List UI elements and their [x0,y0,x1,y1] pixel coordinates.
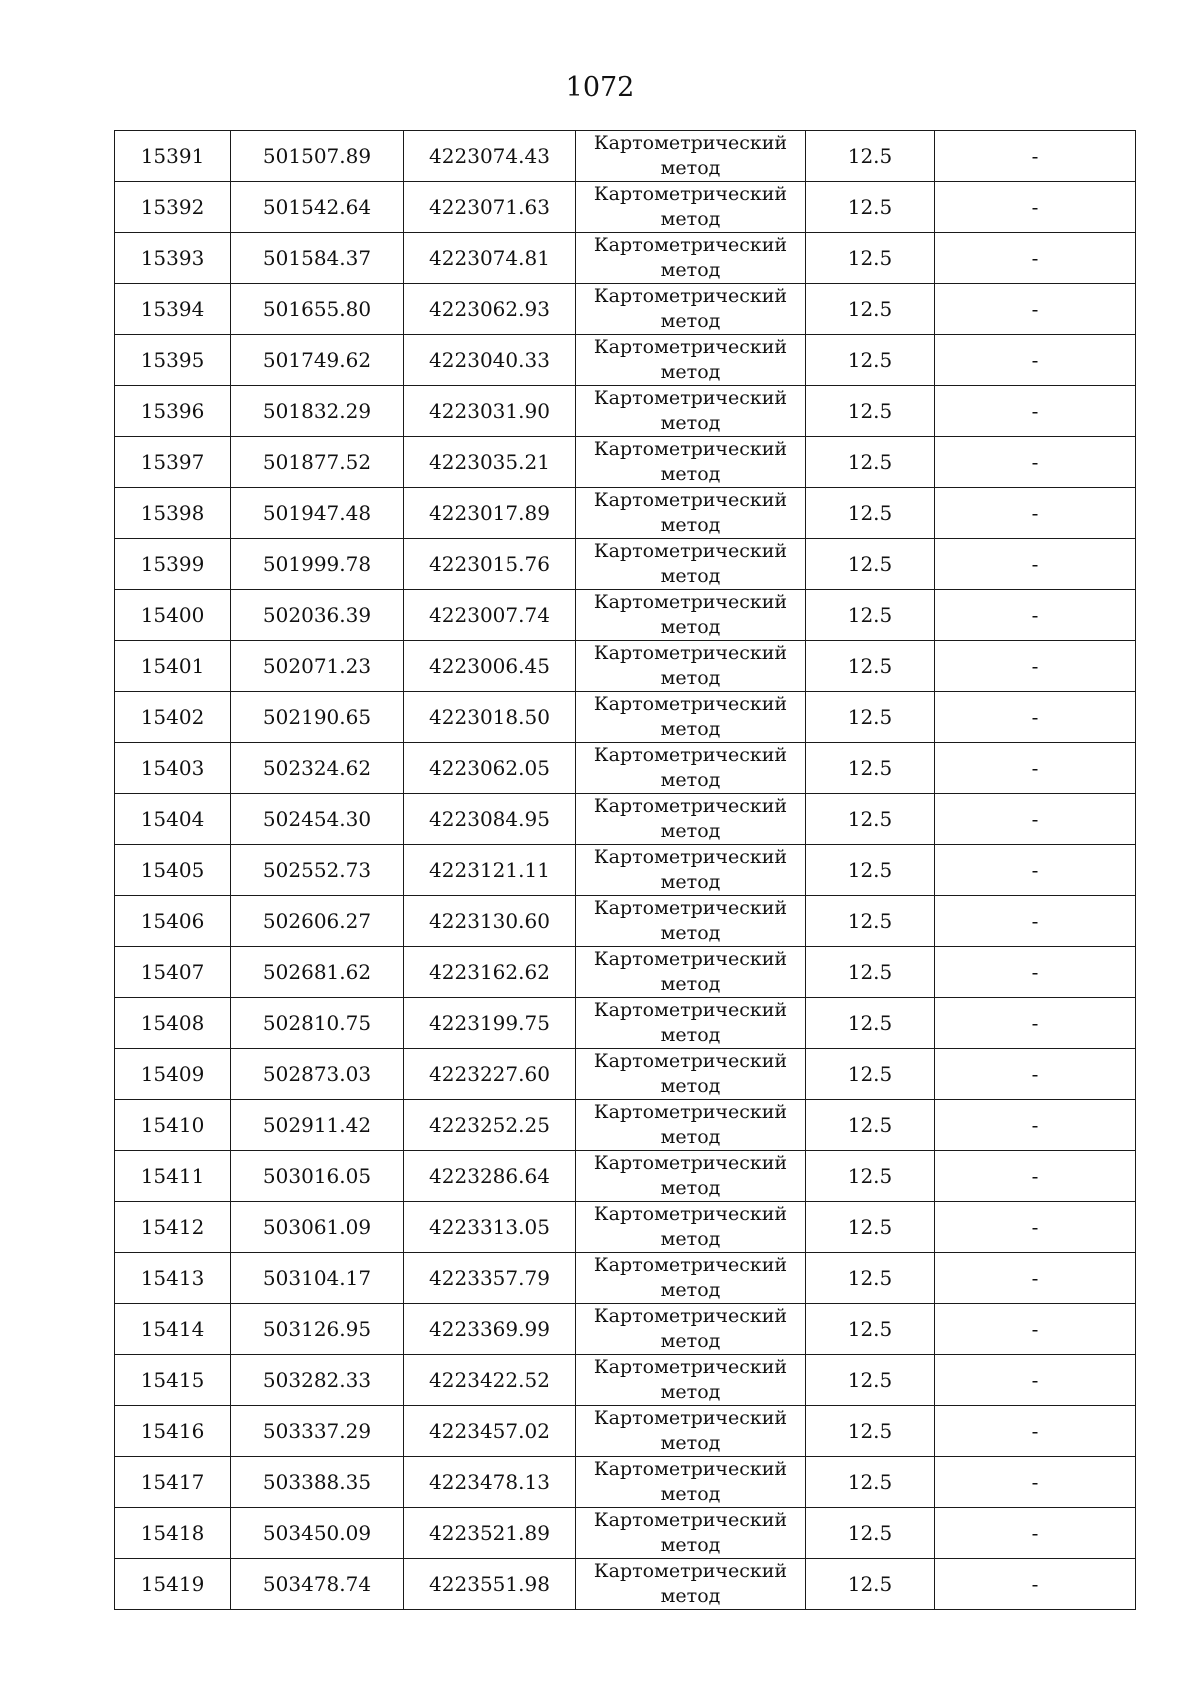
description-cell: - [935,1355,1136,1406]
y-coordinate-cell: 4223369.99 [404,1304,576,1355]
method-line-1: Картометрический [593,183,788,205]
method-cell [576,1304,806,1355]
x-coordinate-cell: 501542.64 [231,182,404,233]
table-row [115,1559,1136,1610]
description-cell: - [935,539,1136,590]
method-line-2: метод [660,514,721,536]
method-cell [576,284,806,335]
method-cell [576,794,806,845]
point-number-cell: 15414 [115,1304,231,1355]
accuracy-cell: 12.5 [806,1355,935,1406]
description-cell: - [935,1049,1136,1100]
table-row [115,1406,1136,1457]
point-number-cell: 15403 [115,743,231,794]
x-coordinate-cell: 502606.27 [231,896,404,947]
point-number-cell: 15402 [115,692,231,743]
method-line-1: Картометрический [593,336,788,358]
accuracy-cell: 12.5 [806,692,935,743]
table-row [115,284,1136,335]
accuracy-cell: 12.5 [806,590,935,641]
method-line-2: метод [660,871,721,893]
method-line-2: метод [660,922,721,944]
table-row [115,1355,1136,1406]
table-row [115,437,1136,488]
method-line-2: метод [660,616,721,638]
y-coordinate-cell: 4223227.60 [404,1049,576,1100]
point-number-cell: 15412 [115,1202,231,1253]
method-line-1: Картометрический [593,999,788,1021]
x-coordinate-cell: 502190.65 [231,692,404,743]
table-row [115,1100,1136,1151]
method-line-1: Картометрический [593,387,788,409]
table-row [115,131,1136,182]
table-row [115,896,1136,947]
description-cell: - [935,998,1136,1049]
method-line-2: метод [660,820,721,842]
x-coordinate-cell: 501877.52 [231,437,404,488]
x-coordinate-cell: 503016.05 [231,1151,404,1202]
method-line-2: метод [660,1024,721,1046]
method-line-2: метод [660,667,721,689]
description-cell: - [935,743,1136,794]
accuracy-cell: 12.5 [806,335,935,386]
table-row [115,692,1136,743]
table-row [115,1508,1136,1559]
method-line-1: Картометрический [593,1509,788,1531]
method-line-1: Картометрический [593,1101,788,1123]
accuracy-cell: 12.5 [806,1559,935,1610]
y-coordinate-cell: 4223551.98 [404,1559,576,1610]
x-coordinate-cell: 501507.89 [231,131,404,182]
method-cell [576,692,806,743]
method-cell [576,590,806,641]
method-cell [576,947,806,998]
description-cell: - [935,845,1136,896]
accuracy-cell: 12.5 [806,1457,935,1508]
method-line-2: метод [660,208,721,230]
x-coordinate-cell: 502036.39 [231,590,404,641]
description-cell: - [935,233,1136,284]
page-number: 1072 [565,72,635,103]
method-line-2: метод [660,565,721,587]
point-number-cell: 15418 [115,1508,231,1559]
table-row [115,743,1136,794]
accuracy-cell: 12.5 [806,1508,935,1559]
method-cell [576,1457,806,1508]
method-line-1: Картометрический [593,1407,788,1429]
y-coordinate-cell: 4223252.25 [404,1100,576,1151]
method-line-2: метод [660,1330,721,1352]
table-row [115,488,1136,539]
table-row [115,794,1136,845]
x-coordinate-cell: 502810.75 [231,998,404,1049]
method-line-2: метод [660,1483,721,1505]
y-coordinate-cell: 4223084.95 [404,794,576,845]
point-number-cell: 15406 [115,896,231,947]
accuracy-cell: 12.5 [806,1151,935,1202]
y-coordinate-cell: 4223121.11 [404,845,576,896]
accuracy-cell: 12.5 [806,1253,935,1304]
accuracy-cell: 12.5 [806,998,935,1049]
description-cell: - [935,1100,1136,1151]
method-cell [576,641,806,692]
description-cell: - [935,488,1136,539]
point-number-cell: 15401 [115,641,231,692]
point-number-cell: 15411 [115,1151,231,1202]
x-coordinate-cell: 502071.23 [231,641,404,692]
table-row [115,590,1136,641]
accuracy-cell: 12.5 [806,488,935,539]
method-cell [576,1049,806,1100]
method-cell [576,998,806,1049]
point-number-cell: 15392 [115,182,231,233]
description-cell: - [935,1508,1136,1559]
coordinates-table-body [115,131,1136,1610]
table-row [115,845,1136,896]
table-row [115,1202,1136,1253]
point-number-cell: 15400 [115,590,231,641]
description-cell: - [935,947,1136,998]
description-cell: - [935,1253,1136,1304]
y-coordinate-cell: 4223478.13 [404,1457,576,1508]
method-cell [576,437,806,488]
method-line-1: Картометрический [593,591,788,613]
method-cell [576,743,806,794]
description-cell: - [935,590,1136,641]
method-line-1: Картометрический [593,693,788,715]
method-line-2: метод [660,1126,721,1148]
accuracy-cell: 12.5 [806,539,935,590]
method-line-2: метод [660,769,721,791]
x-coordinate-cell: 501832.29 [231,386,404,437]
point-number-cell: 15416 [115,1406,231,1457]
point-number-cell: 15409 [115,1049,231,1100]
accuracy-cell: 12.5 [806,896,935,947]
point-number-cell: 15399 [115,539,231,590]
method-cell [576,182,806,233]
description-cell: - [935,1304,1136,1355]
table-row [115,947,1136,998]
table-row [115,1457,1136,1508]
method-cell [576,1202,806,1253]
point-number-cell: 15396 [115,386,231,437]
table-row [115,233,1136,284]
point-number-cell: 15398 [115,488,231,539]
y-coordinate-cell: 4223017.89 [404,488,576,539]
description-cell: - [935,1151,1136,1202]
method-line-2: метод [660,1177,721,1199]
description-cell: - [935,386,1136,437]
method-cell [576,896,806,947]
accuracy-cell: 12.5 [806,1304,935,1355]
description-cell: - [935,1559,1136,1610]
method-cell [576,1100,806,1151]
method-line-1: Картометрический [593,1050,788,1072]
y-coordinate-cell: 4223074.43 [404,131,576,182]
y-coordinate-cell: 4223035.21 [404,437,576,488]
method-line-1: Картометрический [593,948,788,970]
accuracy-cell: 12.5 [806,947,935,998]
description-cell: - [935,437,1136,488]
method-cell [576,1406,806,1457]
table-row [115,1304,1136,1355]
point-number-cell: 15415 [115,1355,231,1406]
description-cell: - [935,284,1136,335]
x-coordinate-cell: 501749.62 [231,335,404,386]
y-coordinate-cell: 4223313.05 [404,1202,576,1253]
method-line-2: метод [660,1432,721,1454]
point-number-cell: 15405 [115,845,231,896]
y-coordinate-cell: 4223071.63 [404,182,576,233]
y-coordinate-cell: 4223457.02 [404,1406,576,1457]
method-line-2: метод [660,463,721,485]
method-cell [576,1355,806,1406]
point-number-cell: 15404 [115,794,231,845]
point-number-cell: 15413 [115,1253,231,1304]
y-coordinate-cell: 4223031.90 [404,386,576,437]
description-cell: - [935,131,1136,182]
method-cell [576,335,806,386]
method-line-2: метод [660,973,721,995]
coordinates-table [114,130,1136,1610]
point-number-cell: 15417 [115,1457,231,1508]
description-cell: - [935,1202,1136,1253]
y-coordinate-cell: 4223074.81 [404,233,576,284]
method-line-1: Картометрический [593,1203,788,1225]
description-cell: - [935,335,1136,386]
method-line-1: Картометрический [593,1356,788,1378]
method-cell [576,539,806,590]
description-cell: - [935,896,1136,947]
table-row [115,1049,1136,1100]
description-cell: - [935,182,1136,233]
y-coordinate-cell: 4223521.89 [404,1508,576,1559]
method-line-2: метод [660,1228,721,1250]
description-cell: - [935,1406,1136,1457]
point-number-cell: 15393 [115,233,231,284]
description-cell: - [935,641,1136,692]
method-line-1: Картометрический [593,438,788,460]
description-cell: - [935,1457,1136,1508]
accuracy-cell: 12.5 [806,845,935,896]
table-row [115,335,1136,386]
x-coordinate-cell: 503126.95 [231,1304,404,1355]
y-coordinate-cell: 4223286.64 [404,1151,576,1202]
method-line-1: Картометрический [593,846,788,868]
x-coordinate-cell: 503388.35 [231,1457,404,1508]
accuracy-cell: 12.5 [806,743,935,794]
x-coordinate-cell: 502552.73 [231,845,404,896]
method-line-1: Картометрический [593,1305,788,1327]
x-coordinate-cell: 502454.30 [231,794,404,845]
accuracy-cell: 12.5 [806,386,935,437]
method-line-2: метод [660,1534,721,1556]
table-row [115,1151,1136,1202]
table-row [115,998,1136,1049]
y-coordinate-cell: 4223006.45 [404,641,576,692]
x-coordinate-cell: 503337.29 [231,1406,404,1457]
accuracy-cell: 12.5 [806,284,935,335]
point-number-cell: 15395 [115,335,231,386]
accuracy-cell: 12.5 [806,641,935,692]
x-coordinate-cell: 502681.62 [231,947,404,998]
x-coordinate-cell: 502911.42 [231,1100,404,1151]
table-row [115,1253,1136,1304]
point-number-cell: 15391 [115,131,231,182]
table-row [115,641,1136,692]
method-line-2: метод [660,310,721,332]
y-coordinate-cell: 4223422.52 [404,1355,576,1406]
method-line-2: метод [660,1279,721,1301]
x-coordinate-cell: 501655.80 [231,284,404,335]
method-line-2: метод [660,259,721,281]
method-line-1: Картометрический [593,795,788,817]
table-row [115,182,1136,233]
method-cell [576,845,806,896]
x-coordinate-cell: 501947.48 [231,488,404,539]
method-line-2: метод [660,1381,721,1403]
y-coordinate-cell: 4223199.75 [404,998,576,1049]
point-number-cell: 15397 [115,437,231,488]
x-coordinate-cell: 503061.09 [231,1202,404,1253]
accuracy-cell: 12.5 [806,1406,935,1457]
x-coordinate-cell: 502873.03 [231,1049,404,1100]
method-line-2: метод [660,1075,721,1097]
y-coordinate-cell: 4223062.05 [404,743,576,794]
method-line-2: метод [660,412,721,434]
method-line-1: Картометрический [593,285,788,307]
point-number-cell: 15408 [115,998,231,1049]
method-line-1: Картометрический [593,489,788,511]
method-line-1: Картометрический [593,1152,788,1174]
accuracy-cell: 12.5 [806,182,935,233]
accuracy-cell: 12.5 [806,233,935,284]
method-line-1: Картометрический [593,540,788,562]
method-cell [576,131,806,182]
method-line-1: Картометрический [593,1254,788,1276]
accuracy-cell: 12.5 [806,131,935,182]
table-row [115,539,1136,590]
method-line-1: Картометрический [593,744,788,766]
x-coordinate-cell: 503104.17 [231,1253,404,1304]
method-cell [576,488,806,539]
point-number-cell: 15407 [115,947,231,998]
method-cell [576,233,806,284]
accuracy-cell: 12.5 [806,1100,935,1151]
method-line-2: метод [660,361,721,383]
point-number-cell: 15410 [115,1100,231,1151]
x-coordinate-cell: 503450.09 [231,1508,404,1559]
method-line-1: Картометрический [593,1458,788,1480]
method-line-2: метод [660,157,721,179]
method-line-1: Картометрический [593,897,788,919]
x-coordinate-cell: 501584.37 [231,233,404,284]
accuracy-cell: 12.5 [806,437,935,488]
description-cell: - [935,794,1136,845]
y-coordinate-cell: 4223062.93 [404,284,576,335]
method-line-2: метод [660,718,721,740]
method-cell [576,1508,806,1559]
method-line-2: метод [660,1585,721,1607]
x-coordinate-cell: 503478.74 [231,1559,404,1610]
y-coordinate-cell: 4223018.50 [404,692,576,743]
x-coordinate-cell: 501999.78 [231,539,404,590]
method-line-1: Картометрический [593,642,788,664]
accuracy-cell: 12.5 [806,794,935,845]
method-cell [576,1253,806,1304]
method-cell [576,1151,806,1202]
y-coordinate-cell: 4223015.76 [404,539,576,590]
y-coordinate-cell: 4223357.79 [404,1253,576,1304]
description-cell: - [935,692,1136,743]
method-cell [576,1559,806,1610]
method-line-1: Картометрический [593,132,788,154]
method-line-1: Картометрический [593,234,788,256]
y-coordinate-cell: 4223162.62 [404,947,576,998]
y-coordinate-cell: 4223007.74 [404,590,576,641]
method-cell [576,386,806,437]
point-number-cell: 15419 [115,1559,231,1610]
method-line-1: Картометрический [593,1560,788,1582]
point-number-cell: 15394 [115,284,231,335]
accuracy-cell: 12.5 [806,1202,935,1253]
y-coordinate-cell: 4223130.60 [404,896,576,947]
table-row [115,386,1136,437]
x-coordinate-cell: 503282.33 [231,1355,404,1406]
x-coordinate-cell: 502324.62 [231,743,404,794]
y-coordinate-cell: 4223040.33 [404,335,576,386]
accuracy-cell: 12.5 [806,1049,935,1100]
